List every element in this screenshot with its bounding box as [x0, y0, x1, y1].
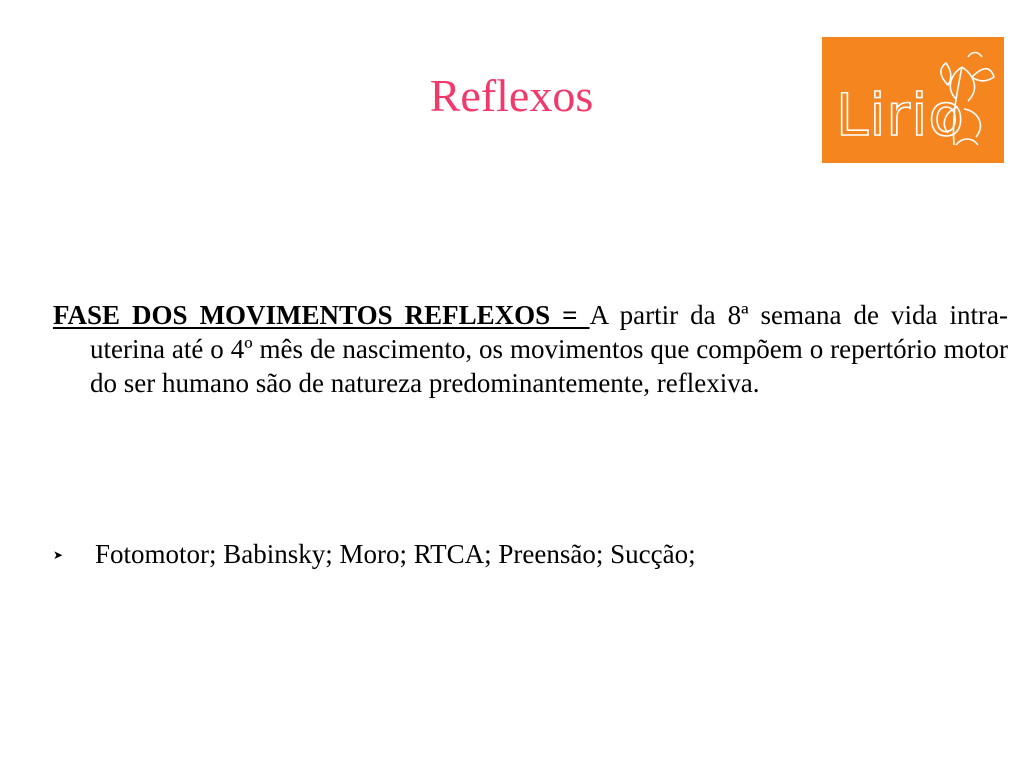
phase-body: A partir da 8ª semana de vida intra-uterina até o 4º mês de nascimento, os movimentos que compõem o repertório motor do ser humano são de natureza predominantemente, reflexiva.	[90, 300, 1008, 398]
arrowhead-bullet-icon: ➤	[53, 548, 64, 562]
lirio-logo	[822, 37, 1004, 163]
lily-flower-icon	[822, 37, 1004, 163]
logo-text: Lirio	[836, 81, 965, 149]
phase-description	[53, 298, 1008, 400]
slide-title: Reflexos	[429, 70, 594, 121]
reflex-list-item	[53, 537, 971, 576]
phase-lead: FASE DOS MOVIMENTOS REFLEXOS =	[53, 300, 590, 330]
reflex-list-text: Fotomotor; Babinsky; Moro; RTCA; Preensão; Sucção;	[95, 539, 696, 569]
